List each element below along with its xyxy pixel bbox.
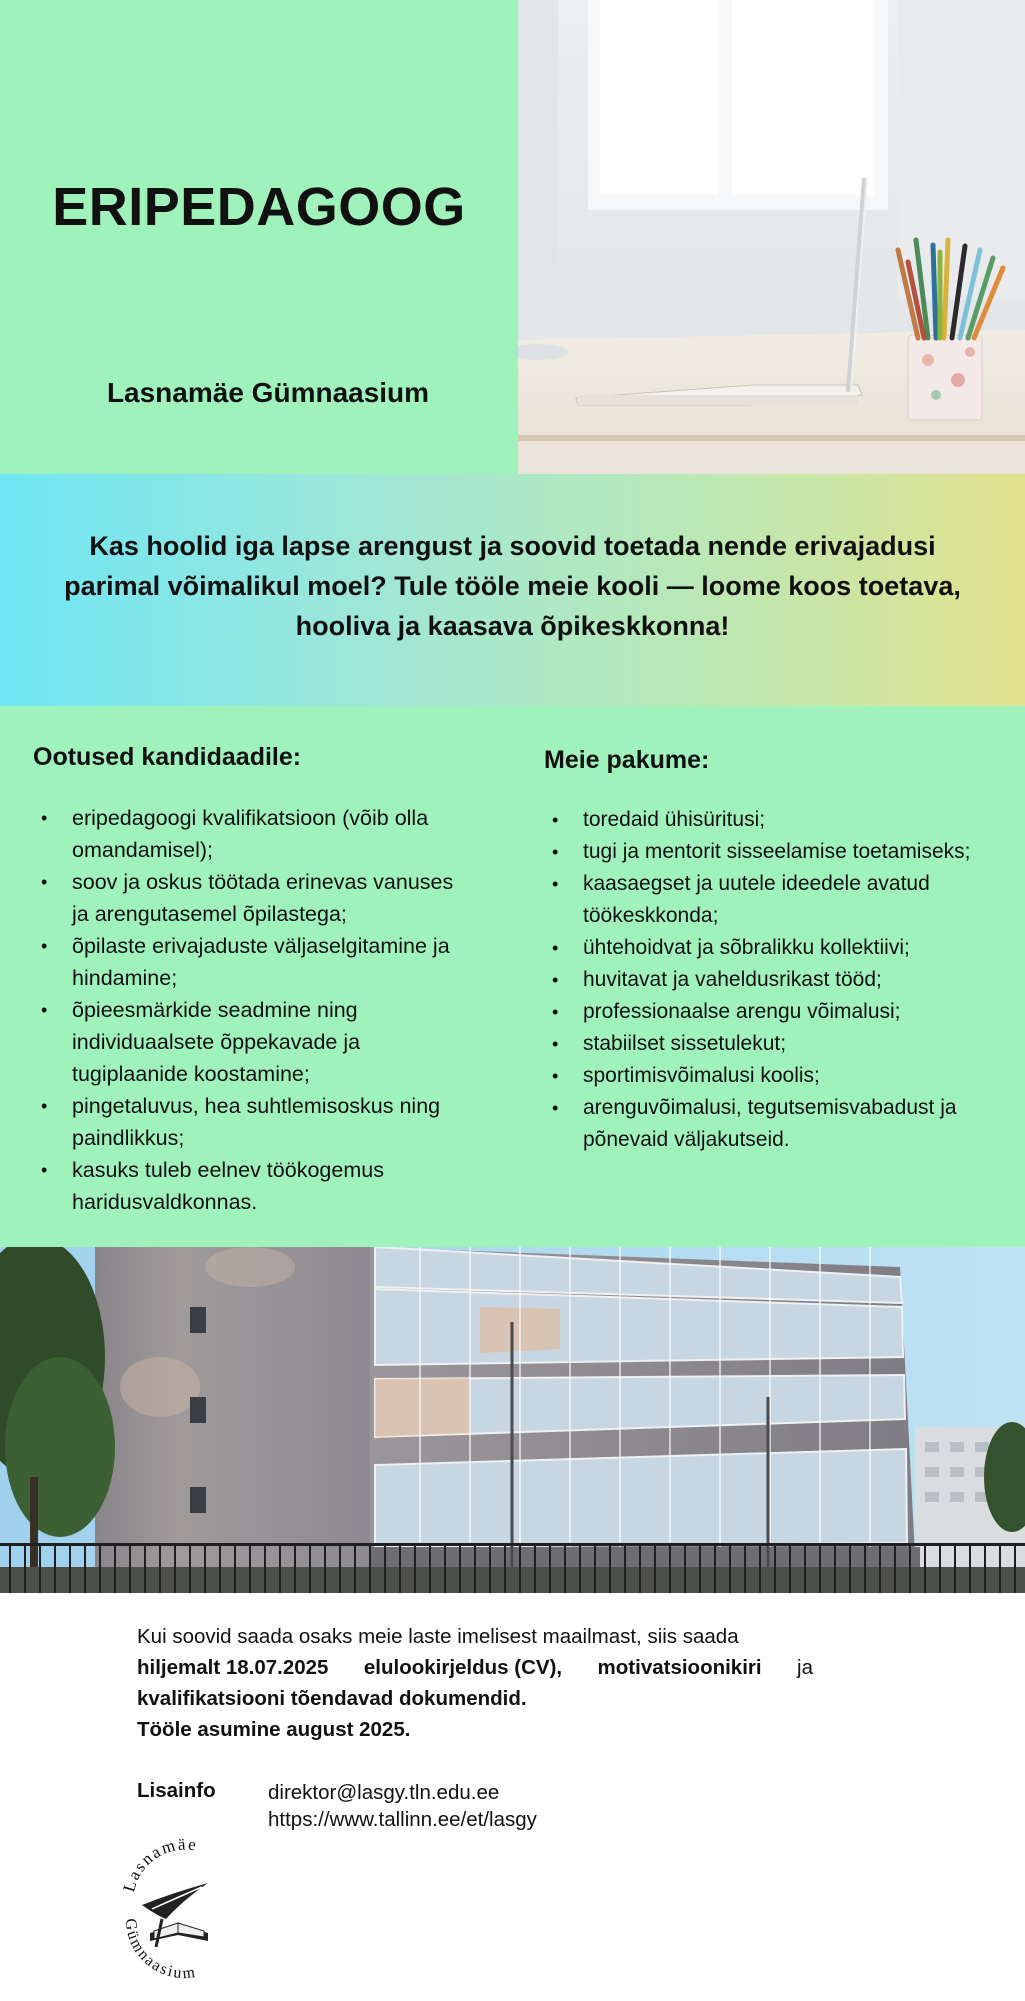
list-item: • pingetaluvus, hea suhtlemisoskus ning paindlikkus; [41, 1090, 473, 1154]
list-item: • soov ja oskus töötada erinevas vanuses ja arengutasemel õpilastega; [41, 866, 473, 930]
list-item: • arenguvõimalusi, tegutsemisvabadust ja põnevaid väljakutseid. [552, 1092, 1014, 1156]
list-item: • ühtehoidvat ja sõbralikku kollektiivi; [552, 932, 1014, 964]
list-item: • kaasaegset ja uutele ideedele avatud töökeskkonda; [552, 868, 1014, 932]
job-title: ERIPEDAGOOG [52, 177, 466, 237]
details-section [0, 706, 1025, 1247]
desk-laptop-photo [518, 0, 1025, 474]
intro-line: Kui soovid saada osaks meie laste imelisest maailmast, siis saada [137, 1625, 739, 1648]
deadline-text: hiljemalt 18.07.2025 [137, 1656, 329, 1679]
application-instructions [137, 1621, 813, 1745]
offer-list [552, 804, 1014, 1156]
list-item: • toredaid ühisüritusi; [552, 804, 1014, 836]
offer-heading: Meie pakume: [544, 746, 710, 774]
svg-text:Lasnamäe [119, 1834, 199, 1894]
hero-section [0, 0, 1025, 474]
and-text: ja [797, 1656, 813, 1679]
info-label: Lisainfo [137, 1779, 216, 1802]
list-item: • professionaalse arengu võimalusi; [552, 996, 1014, 1028]
list-item: • õpilaste erivajaduste väljaselgitamine ja hindamine; [41, 930, 473, 994]
expectations-list [41, 802, 473, 1218]
cv-text: elulookirjeldus (CV), [363, 1656, 563, 1679]
email-link[interactable]: direktor@lasgy.tln.edu.ee [268, 1781, 500, 1804]
open-book-quill-icon [142, 1883, 208, 1947]
school-building-photo [0, 1247, 1025, 1593]
motivation-text: motivatsioonikiri [597, 1656, 762, 1679]
logo-bottom-text: Gümnaasium [121, 1917, 198, 1983]
school-building-illustration [0, 1247, 1025, 1593]
list-item: • kasuks tuleb eelnev töökogemus haridusvaldkonnas. [41, 1154, 473, 1218]
documents-text: kvalifikatsiooni tõendavad dokumendid. [137, 1687, 527, 1710]
list-item: • eripedagoogi kvalifikatsioon (võib olla omandamisel); [41, 802, 473, 866]
logo-top-text: Lasnamäe [119, 1834, 200, 1895]
desk-laptop-illustration [518, 0, 1025, 474]
application-info [0, 1593, 1025, 2001]
list-item: • sportimisvõimalusi koolis; [552, 1060, 1014, 1092]
school-name: Lasnamäe Gümnaasium [106, 377, 430, 408]
hero-title-panel [0, 0, 518, 474]
start-date-text: Tööle asumine august 2025. [137, 1718, 411, 1741]
required-docs-line [137, 1652, 813, 1683]
intro-text: Kas hoolid iga lapse arengust ja soovid toetada nende erivajadusi parimal võimalikul moel? Tule tööle meie kooli — loome koos toetava, hooliva ja kaasava õpikeskkonna! [64, 531, 961, 641]
expectations-heading: Ootused kandidaadile: [33, 743, 302, 771]
website-link[interactable]: https://www.tallinn.ee/et/lasgy [268, 1808, 537, 1831]
list-item: • tugi ja mentorit sisseelamise toetamiseks; [552, 836, 1014, 868]
contact-block [268, 1779, 537, 1833]
school-logo [112, 1823, 252, 1983]
list-item: • stabiilset sissetulekut; [552, 1028, 1014, 1060]
list-item: • õpieesmärkide seadmine ning individuaalsete õppekavade ja tugiplaanide koostamine; [41, 994, 473, 1090]
intro-banner [0, 474, 1025, 706]
list-item: • huvitavat ja vaheldusrikast tööd; [552, 964, 1014, 996]
